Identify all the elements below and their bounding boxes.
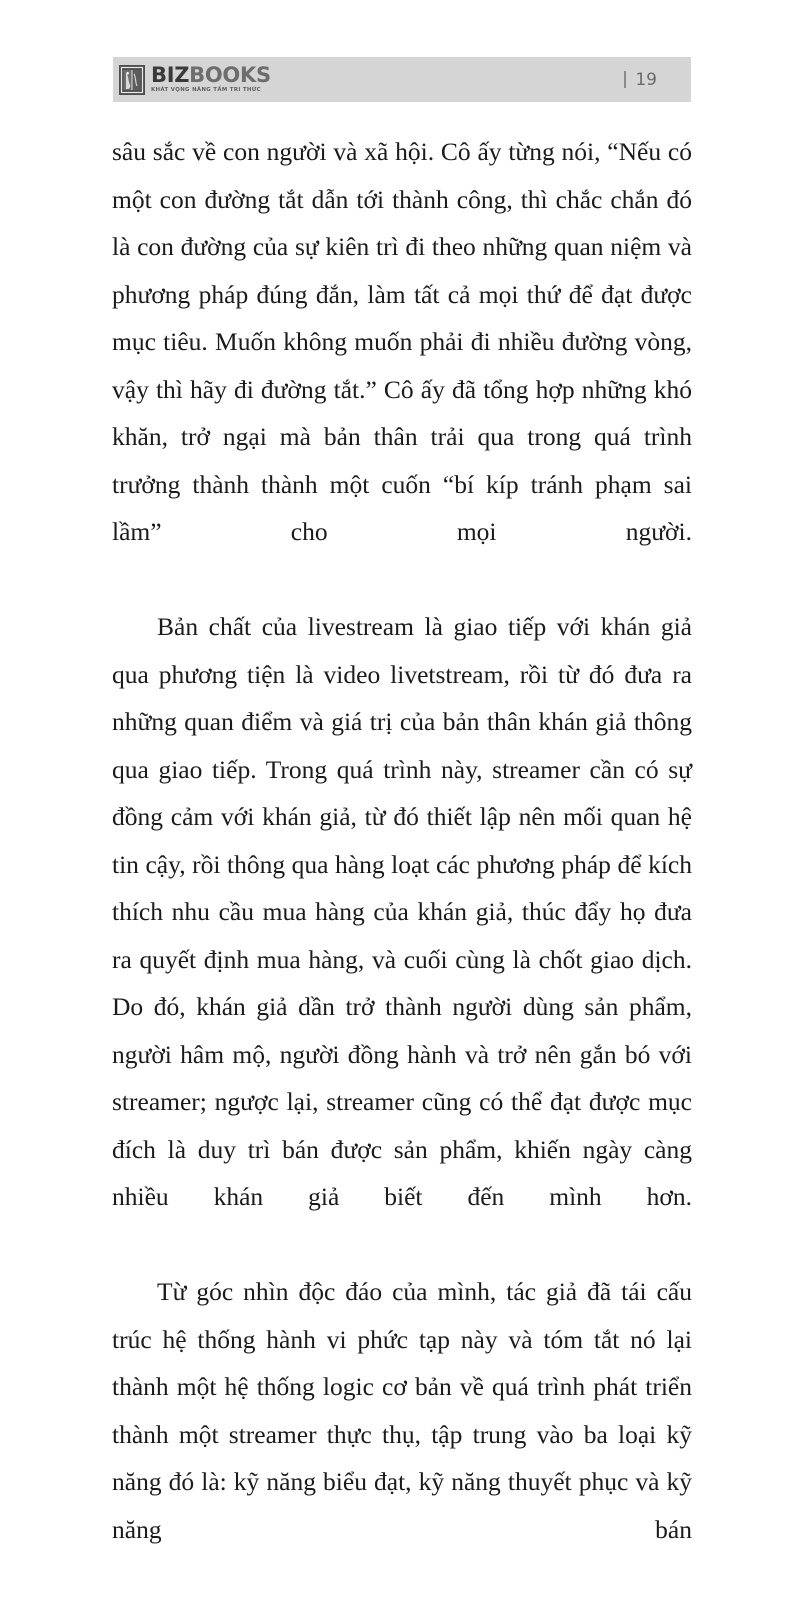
book-logo-icon (119, 65, 145, 95)
paragraph: Bản chất của livestream là giao tiếp với khán giả qua phương tiện là video livetstream, rồi từ đó đưa ra những quan điểm và giá trị của bản thân khán giả thông qua giao tiếp. Trong quá trình này, streamer cần có sự đồng cảm với khán giả, từ đó thiết lập nên mối quan hệ tin cậy, rồi thông qua hàng loạt các phương pháp để kích thích nhu cầu mua hàng của khán giả, thúc đẩy họ đưa ra quyết định mua hàng, và cuối cùng là chốt giao dịch. Do đó, khán giả dần trở thành người dùng sản phẩm, người hâm mộ, người đồng hành và trở nên gắn bó với streamer; ngược lại, streamer cũng có thể đạt được mục đích là duy trì bán được sản phẩm, khiến ngày càng nhiều khán giả biết đến mình hơn. (112, 612, 692, 1211)
publisher-logo (113, 65, 271, 95)
logo-wordmark-primary: BIZ (151, 63, 190, 88)
running-header (113, 57, 691, 102)
logo-text-block (151, 65, 271, 93)
logo-wordmark-secondary: BOOKS (189, 63, 271, 88)
page-body (112, 128, 692, 1601)
paragraph: sâu sắc về con người và xã hội. Cô ấy từng nói, “Nếu có một con đường tắt dẫn tới thành công, thì chắc chắn đó là con đường của sự kiên trì đi theo những quan niệm và phương pháp đúng đắn, làm tất cả mọi thứ để đạt được mục tiêu. Muốn không muốn phải đi nhiều đường vòng, vậy thì hãy đi đường tắt.” Cô ấy đã tổng hợp những khó khăn, trở ngại mà bản thân trải qua trong quá trình trưởng thành thành một cuốn “bí kíp tránh phạm sai lầm” cho mọi người. (112, 137, 692, 546)
page-number-area (624, 70, 691, 90)
page-number: 19 (635, 69, 657, 90)
page-number-separator (624, 71, 626, 88)
logo-tagline: KHÁT VỌNG NÂNG TẦM TRI THỨC (151, 87, 261, 94)
paragraph: Từ góc nhìn độc đáo của mình, tác giả đã tái cấu trúc hệ thống hành vi phức tạp này và tóm tắt nó lại thành một hệ thống logic cơ bản về quá trình phát triển thành một streamer thực thụ, tập trung vào ba loại kỹ năng đó là: kỹ năng biểu đạt, kỹ năng thuyết phục và kỹ năng bán (112, 1277, 692, 1544)
logo-wordmark (151, 65, 271, 86)
